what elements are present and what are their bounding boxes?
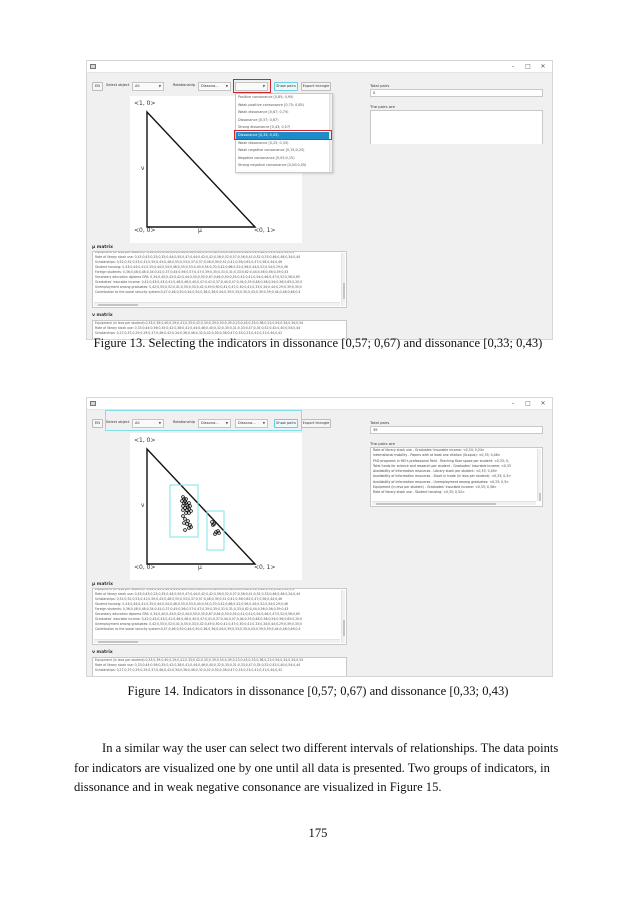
close-button[interactable]: ✕ <box>540 63 546 70</box>
title-bar <box>87 61 552 73</box>
export-triangle-button[interactable]: Export triangle <box>301 82 331 91</box>
dropdown-option-selected[interactable]: Dissonance [0,33; 0,43) <box>236 132 332 140</box>
select-object-label: Select object <box>106 83 130 87</box>
matrix-row: Scholarships: 0,27;0,37;0,29;0,29;0,37;0,46;0,42;0,34;0,36;0,46;0,32;0,42;0,50;0,38;0,47;0,33;0,23;0,41;0,31;0,44;0,42 <box>95 668 283 673</box>
minimize-button[interactable]: – <box>511 63 515 70</box>
maximize-button[interactable]: □ <box>525 400 531 407</box>
nu-axis-label: ν <box>141 165 145 172</box>
mu-axis-label: μ <box>198 227 202 234</box>
language-button[interactable]: EN <box>92 419 103 428</box>
pair-item[interactable]: Availability of information resources - Library stock per student: <0,33; 0,49> <box>373 469 498 474</box>
relationship-value-1: Dissona... <box>201 84 219 88</box>
mu-matrix-title: μ matrix <box>92 245 113 250</box>
dropdown-option[interactable]: Weak negative consonance [0,15;0,25) <box>238 148 305 153</box>
mu-matrix-horizontal-scrollbar[interactable] <box>94 302 340 306</box>
selected-option-highlight-box <box>234 130 332 140</box>
mu-matrix-vertical-scrollbar[interactable] <box>341 253 345 306</box>
matrix-row: Graduates' insurable income: 0,42;0,43;0,43;0,41;0,46;0,46;0,40;0,47;0,41;0,37;0,44;0,47;0,44;0,55;0,48;0,58;0,54;0,56;0,65;0,20;0 <box>95 280 303 285</box>
pairs-vertical-scrollbar[interactable] <box>537 449 541 501</box>
matrix-row: Equipment (in leva per student):0,33;0,39;0,40;0,29;0,41;0,33;0,42;0,30;0,39;0,50;0,39;0,23;0,43;0,33;0,38;0,22;0,54;0,34;0,34;0,54 <box>95 321 304 325</box>
matrix-row: Rate of library stock use: 0,33;0,44;0,56;0,35;0,42;0,38;0,41;0,44;0,46;0,40;0,32;0,35;0,31;0,33;0,47;0,35;0,52;0,42;0,40;0,54;0,44 <box>95 326 301 331</box>
relationship-combo-1[interactable] <box>198 82 231 91</box>
corner-label-origin: <0, 0> <box>134 227 156 234</box>
chevron-down-icon: ▼ <box>158 421 161 425</box>
dropdown-option[interactable]: Negative consonance [0,05;0,15) <box>238 155 295 160</box>
relationship-combo-2[interactable] <box>235 419 268 428</box>
matrix-row: Student housing: 0,43;0,44;0,41;0,35;0,44;0,54;0,46;0,55;0,53;0,40;0,54;0,70;0,42;0,66;0,52;0,56;0,44;0,52;0,54;0,29;0,46 <box>95 264 288 269</box>
select-object-combo[interactable] <box>132 82 164 91</box>
triangle-plot <box>130 433 302 580</box>
pair-item[interactable]: Availability of information resources - Stock in trade (in leva per student): <0,33; 0,5> <box>373 474 512 479</box>
total-pairs-field[interactable]: 0 <box>370 89 543 97</box>
figure13-app-window <box>86 60 553 340</box>
relationship-value-2: Dissona... <box>238 421 256 425</box>
corner-label-right: <0, 1> <box>254 227 276 234</box>
mu-matrix-textarea[interactable] <box>92 251 347 308</box>
pair-item[interactable]: Availability of information resources - Unemployment among graduates: <0,33; 0,5> <box>373 479 509 484</box>
triangle-canvas[interactable] <box>130 433 302 580</box>
chevron-down-icon: ▼ <box>262 84 265 88</box>
matrix-row: Equipment (in leva per student): 0,46;0,49;0,42;0,41;0,46;0,36;0,46;0,39;0,36;0,33;0,36;0,33;0,46;0,51;0,46;0,51;0,54;0,33;0,4 <box>95 251 295 254</box>
figure14-caption: Figure 14. Indicators in dissonance [0,57; 0,67) and dissonance [0,33; 0,43) <box>127 684 509 698</box>
dropdown-option[interactable]: Positive consonance [0,85; 0,95) <box>238 95 294 99</box>
matrix-row: Secondary education diploma GPA: 0,34;0,40;0,43;0,42;0,44;0,50;0,55;0,67;0,64;0,50;0,35;0,41;0,41;0,54;0,46;0,47;0,52;0,56;0,65 <box>95 611 300 616</box>
pairs-list[interactable] <box>370 110 543 144</box>
pair-item[interactable]: Total funds for science and research per student - Graduates' insurable income: <0,33 <box>373 463 511 468</box>
figure14-app-window <box>86 397 553 677</box>
maximize-button[interactable]: □ <box>525 63 531 70</box>
close-button[interactable]: ✕ <box>540 400 546 407</box>
mu-matrix-textarea[interactable] <box>92 588 347 645</box>
mu-matrix-title: μ matrix <box>92 582 113 587</box>
mu-matrix-vertical-scrollbar[interactable] <box>341 590 345 643</box>
paragraph-line: In a similar way the user can select two different intervals of relationships. The data points <box>102 741 559 755</box>
relationship-value-1: Dissona... <box>201 421 219 425</box>
language-button[interactable]: EN <box>92 82 103 91</box>
combo-highlight-box <box>233 79 271 93</box>
matrix-row: Scholarships: 0,27;0,37;0,29;0,29;0,37;0,46;0,42;0,34;0,36;0,46;0,32;0,42;0,50;0,38;0,47;0,33;0,23;0,41;0,31;0,44;0,42 <box>95 331 283 336</box>
select-object-value: All <box>135 421 140 425</box>
matrix-row: Scholarships: 0,52;0,52;0,53;0,41;0,50;0,43;0,46;0,55;0,53;0,37;0,57;0,46;0,39;0,51;0,41;0,56;0,62;0,47;0,58;0,44;0,46 <box>95 596 283 601</box>
matrix-row: Unemployment among graduates: 0,42;0,55;0,52;0,41;0,55;0,33;0,42;0,49;0,50;0,41;0,47;0,30;0,41;0,33;0,34;0,44;0,29;0,39;0,35;0 <box>95 622 302 627</box>
body-paragraph <box>74 739 570 798</box>
pair-item[interactable]: International mobility - Papers with at least one citation (Scopus): <0,33; 0,46> <box>373 453 501 458</box>
select-object-value: All <box>135 84 140 88</box>
total-pairs-label: Total pairs <box>370 420 390 425</box>
dropdown-option[interactable]: Dissonance [0,57; 0,67) <box>238 117 279 122</box>
pairs-list[interactable] <box>370 447 543 507</box>
relationship-combo-1[interactable] <box>198 419 231 428</box>
page-number: 175 <box>308 826 328 840</box>
nu-matrix-title: ν matrix <box>92 313 113 318</box>
minimize-button[interactable]: – <box>511 400 515 407</box>
matrix-row: Equipment (in leva per student):0,33;0,39;0,40;0,29;0,41;0,33;0,42;0,30;0,39;0,50;0,39;0,23;0,43;0,33;0,38;0,22;0,54;0,34;0,34;0,54 <box>95 658 304 662</box>
relationship-label: Relationship <box>173 83 196 87</box>
select-object-combo[interactable] <box>132 419 164 428</box>
app-icon <box>90 64 96 69</box>
matrix-row: Contribution to the social security system:0,47;0,46;0,50;0,44;0,50;0,38;0,36;0,44;0,39;0,33;0,35;0,43;0,39;0,59;0,44;0,46;0,46;0,4 <box>95 290 301 295</box>
pairs-are-label: The pairs are <box>370 104 395 109</box>
dropdown-option[interactable]: Weak positive consonance [0,75; 0,85) <box>238 102 305 107</box>
matrix-row: Scholarships: 0,52;0,52;0,53;0,41;0,50;0,43;0,46;0,55;0,53;0,37;0,57;0,46;0,39;0,51;0,41;0,56;0,62;0,47;0,58;0,44;0,46 <box>95 259 283 264</box>
chevron-down-icon: ▼ <box>262 421 265 425</box>
nu-matrix-title: ν matrix <box>92 650 113 655</box>
pair-item[interactable]: PhD programs in HEI's professional field - Teaching floor space per student: <0,33; 0, <box>373 458 509 463</box>
title-bar <box>87 398 552 410</box>
select-object-label: Select object <box>106 420 130 424</box>
mu-matrix-horizontal-scrollbar[interactable] <box>94 639 340 643</box>
dropdown-option[interactable]: Strong dissonance [0,43; 0,57) <box>238 125 291 130</box>
dropdown-option[interactable]: Strong negative consonance [0,00;0,05) <box>238 163 307 168</box>
pairs-are-label: The pairs are <box>370 441 395 446</box>
mu-axis-label: μ <box>198 564 202 571</box>
pair-item[interactable]: Rate of library stock use - Graduates' insurable income: <0,34; 0,54> <box>373 448 485 452</box>
total-pairs-field[interactable]: 39 <box>370 426 543 434</box>
matrix-row: Rate of library stock use: 0,45;0,43;0,25;0,35;0,44;0,50;0,47;0,44;0,42;0,42;0,56;0,52;0,57;0,56;0,41;0,52;0,33;0,46;0,48;0,34;0,44 <box>95 254 301 259</box>
total-pairs-label: Total pairs <box>370 83 390 88</box>
matrix-row: Rate of library stock use: 0,45;0,43;0,25;0,35;0,44;0,50;0,47;0,44;0,42;0,42;0,56;0,52;0,57;0,56;0,41;0,52;0,33;0,46;0,48;0,34;0,44 <box>95 591 301 596</box>
chevron-down-icon: ▼ <box>225 421 228 425</box>
matrix-row: Student housing: 0,43;0,44;0,41;0,35;0,44;0,54;0,46;0,55;0,53;0,40;0,54;0,70;0,42;0,66;0,52;0,56;0,44;0,52;0,54;0,29;0,46 <box>95 601 288 606</box>
matrix-row: Equipment (in leva per student): 0,46;0,49;0,42;0,41;0,46;0,36;0,46;0,39;0,36;0,33;0,36;0,33;0,46;0,51;0,46;0,51;0,54;0,33;0,4 <box>95 588 295 591</box>
nu-axis-label: ν <box>141 502 145 509</box>
matrix-row: Graduates' insurable income: 0,42;0,43;0,43;0,41;0,46;0,46;0,40;0,47;0,41;0,37;0,44;0,47;0,44;0,55;0,48;0,58;0,54;0,56;0,65;0,20;0 <box>95 617 303 622</box>
app-icon <box>90 401 96 406</box>
paragraph-line: for indicators are visualized one by one until all data is presented. Two groups of indicators, in <box>74 760 550 775</box>
relationship-label: Relationship <box>173 420 196 424</box>
matrix-row: Secondary education diploma GPA: 0,34;0,40;0,43;0,42;0,44;0,50;0,55;0,67;0,64;0,50;0,35;0,41;0,41;0,54;0,46;0,47;0,52;0,56;0,65 <box>95 274 300 279</box>
dropdown-option[interactable]: Weak dissonance [0,67; 0,75) <box>238 110 289 115</box>
matrix-row: Foreign students: 0,36;0,48;0,48;0,34;0,41;0,37;0,45;0,56;0,57;0,47;0,39;0,35;0,31;0,31;0,33;0,62;0,44;0,56;0,56;0,39;0,43 <box>95 269 289 274</box>
matrix-row: Unemployment among graduates: 0,42;0,55;0,52;0,41;0,55;0,33;0,42;0,49;0,50;0,41;0,47;0,30;0,41;0,33;0,34;0,44;0,29;0,39;0,35;0 <box>95 285 302 290</box>
matrix-row: Foreign students: 0,36;0,48;0,48;0,34;0,41;0,37;0,45;0,56;0,57;0,47;0,39;0,35;0,31;0,31;0,33;0,62;0,44;0,56;0,56;0,39;0,43 <box>95 606 289 611</box>
matrix-row: Rate of library stock use: 0,33;0,44;0,56;0,35;0,42;0,38;0,41;0,44;0,46;0,40;0,32;0,35;0,31;0,33;0,47;0,35;0,52;0,42;0,40;0,54;0,44 <box>95 663 301 668</box>
chevron-down-icon: ▼ <box>158 84 161 88</box>
corner-label-right: <0, 1> <box>254 564 276 571</box>
paragraph-line: dissonance and in weak negative consonance are visualized in Figure 15. <box>74 780 442 794</box>
figure13-caption: Figure 13. Selecting the indicators in dissonance [0,57; 0,67) and dissonance [0,33; 0,43) <box>93 336 543 350</box>
matrix-row: Contribution to the social security system:0,47;0,46;0,50;0,44;0,50;0,38;0,36;0,44;0,39;0,33;0,35;0,43;0,39;0,59;0,44;0,46;0,46;0,4 <box>95 627 301 632</box>
corner-label-top: <1, 0> <box>134 100 156 107</box>
nu-matrix-textarea[interactable] <box>92 657 347 677</box>
corner-label-top: <1, 0> <box>134 437 156 444</box>
pair-item[interactable]: Rate of library stock use - Student housing: <0,33; 0,52> <box>373 490 465 495</box>
show-pairs-button[interactable]: Show pairs <box>274 419 298 428</box>
pairs-horizontal-scrollbar[interactable] <box>372 501 536 505</box>
dropdown-option[interactable]: Weak dissonance [0,25; 0,33) <box>238 140 289 145</box>
show-pairs-button[interactable]: Show pairs <box>274 82 298 91</box>
chevron-down-icon: ▼ <box>225 84 228 88</box>
corner-label-origin: <0, 0> <box>134 564 156 571</box>
export-triangle-button[interactable]: Export triangle <box>301 419 331 428</box>
pair-item[interactable]: Equipment (in leva per student) - Graduates' insurable income: <0,33; 0,56> <box>373 485 497 490</box>
